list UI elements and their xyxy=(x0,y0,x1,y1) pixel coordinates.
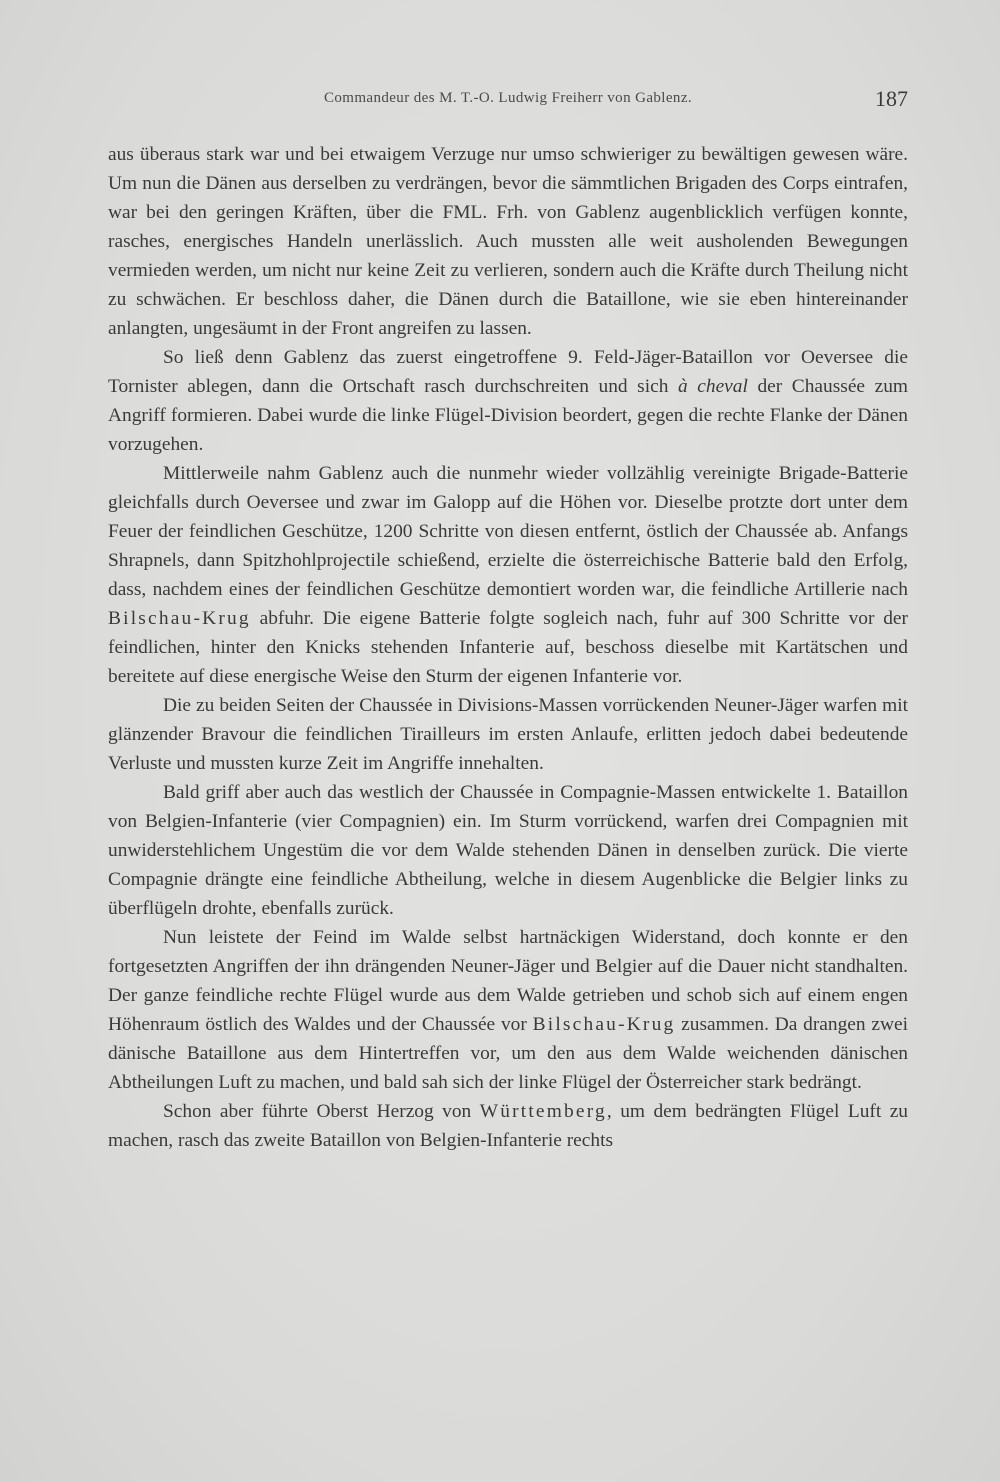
person-name-wuerttemberg: Württemberg xyxy=(479,1101,607,1122)
paragraph-6 xyxy=(108,923,908,1097)
italic-phrase: à cheval xyxy=(678,376,748,397)
paragraph-5-text: Bald griff aber auch das westlich der Chaussée in Compagnie-Massen entwickelte 1. Bataillon von Belgien-Infanterie (vier Compagnien) ein. Im Sturm vorrückend, warfen drei Compagnien mit unwiderstehlichem Ungestüm die vor dem Walde stehenden Dänen in denselben zurück. Die vierte Compagnie drängte eine feindliche Abtheilung, welche in diesem Augenblicke die Belgier links zu überflügeln drohte, ebenfalls zurück. xyxy=(108,782,908,919)
paragraph-2 xyxy=(108,343,908,459)
paragraph-6-text-b: zusammen. Da drangen zwei dänische Bataillone aus dem Hintertreffen vor, um den aus dem Walde weichenden dänischen Abtheilungen Luft zu machen, und bald sah sich der linke Flügel der Österreicher stark bedrängt. xyxy=(108,1014,908,1093)
paragraph-1 xyxy=(108,140,908,343)
place-name-bilschau-krug: Bilschau-Krug xyxy=(532,1014,676,1035)
paragraph-7-text-b: , um dem bedrängten Flügel Luft zu machen, rasch das zweite Bataillon von Belgien-Infanterie rechts xyxy=(108,1101,909,1151)
paragraph-4-text: Die zu beiden Seiten der Chaussée in Divisions-Massen vorrückenden Neuner-Jäger warfen mit glänzender Bravour die feindlichen Tirailleurs im ersten Anlaufe, erlitten jedoch dabei bedeutende Verluste und mussten kurze Zeit im Angriffe innehalten. xyxy=(108,695,908,774)
paragraph-5 xyxy=(108,778,908,923)
paragraph-2-text-b: der Chaussée zum Angriff formieren. Dabei wurde die linke Flügel-Division beordert, gegen die rechte Flanke der Dänen vorzugehen. xyxy=(108,376,908,455)
paragraph-4 xyxy=(108,691,908,778)
paragraph-7 xyxy=(108,1097,908,1155)
page-number: 187 xyxy=(875,86,908,111)
paragraph-3-text-a: Mittlerweile nahm Gablenz auch die nunmehr wieder vollzählig vereinigte Brigade-Batterie gleichfalls durch Oeversee und zwar im Galopp auf die Höhen vor. Dieselbe protzte dort unter dem Feuer der feindlichen Geschütze, 1200 Schritte von diesen entfernt, östlich der Chaussée ab. Anfangs Shrapnels, dann Spitzhohlprojectile schießend, erzielte die österreichische Batterie bald den Erfolg, dass, nachdem eines der feindlichen Geschütze demontiert worden war, die feindliche Artillerie nach xyxy=(108,463,908,600)
body-text xyxy=(108,140,908,1155)
paragraph-2-text-a: So ließ denn Gablenz das zuerst eingetroffene 9. Feld-Jäger-Bataillon vor Oeversee die Tornister ablegen, dann die Ortschaft rasch durchschreiten und sich xyxy=(108,347,908,397)
paragraph-1-text: aus überaus stark war und bei etwaigem Verzuge nur umso schwieriger zu bewältigen gewesen wäre. Um nun die Dänen aus derselben zu verdrängen, bevor die sämmtlichen Brigaden des Corps eintrafen, war bei den geringen Kräften, über die FML. Frh. von Gablenz augenblicklich verfügen konnte, rasches, energisches Handeln unerlässlich. Auch mussten alle weit ausholenden Bewegungen vermieden werden, um nicht nur keine Zeit zu verlieren, sondern auch die Kräfte durch Theilung nicht zu schwächen. Er beschloss daher, die Dänen durch die Bataillone, wie sie eben hintereinander anlangten, ungesäumt in der Front angreifen zu lassen. xyxy=(108,144,908,339)
running-title: Commandeur des M. T.-O. Ludwig Freiherr von Gablenz. xyxy=(323,90,693,106)
paragraph-7-text-a: Schon aber führte Oberst Herzog von xyxy=(163,1101,480,1122)
paragraph-3 xyxy=(108,459,908,691)
paragraph-6-text-a: Nun leistete der Feind im Walde selbst hartnäckigen Widerstand, doch konnte er den fortgesetzten Angriffen der ihn drängenden Neuner-Jäger und Belgier auf die Dauer nicht standhalten. Der ganze feindliche rechte Flügel wurde aus dem Walde getrieben und schob sich auf einem engen Höhenraum östlich des Waldes und der Chaussée vor xyxy=(108,927,908,1035)
running-head xyxy=(108,88,908,112)
paragraph-3-text-b: abfuhr. Die eigene Batterie folgte sogleich nach, fuhr auf 300 Schritte vor der feindlichen, hinter den Knicks stehenden Infanterie auf, beschoss dieselbe mit Kartätschen und bereitete auf diese energische Weise den Sturm der eigenen Infanterie vor. xyxy=(108,608,908,687)
place-name-bilschau-krug: Bilschau-Krug xyxy=(108,608,251,629)
